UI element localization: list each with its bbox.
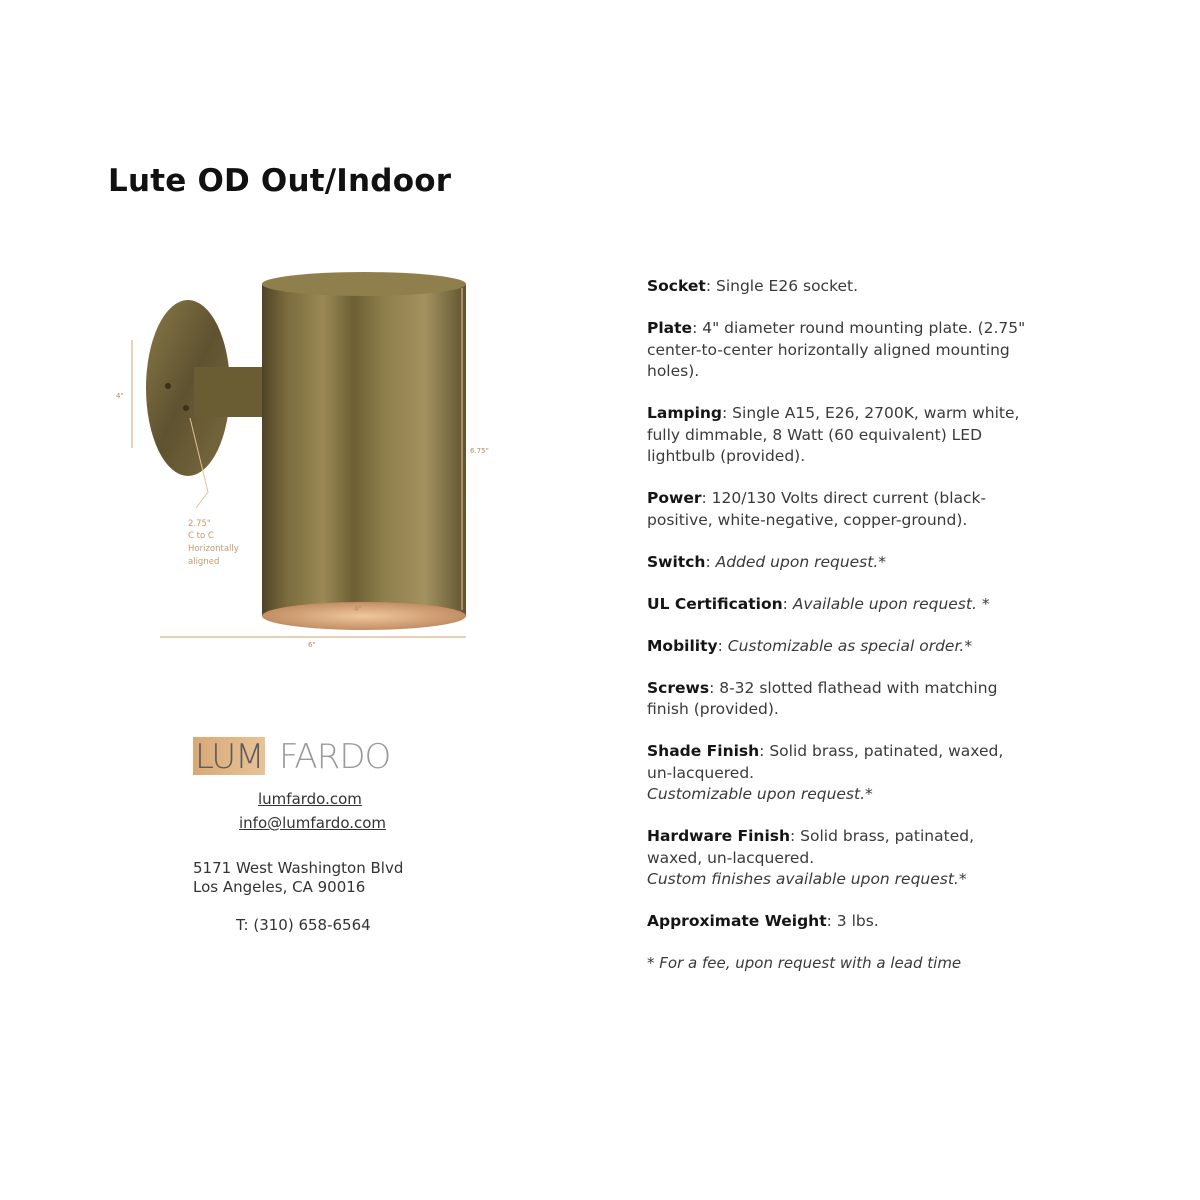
stem [194, 367, 264, 417]
spec-label: UL Certification [647, 594, 783, 613]
spec-text: : 8-32 slotted flathead with matching finish (provided). [647, 678, 998, 718]
plate-note-line: Horizontally [188, 544, 239, 554]
spec-note: Custom finishes available upon request.* [647, 870, 967, 888]
shade-top [262, 272, 466, 296]
dim-label-diameter: 4" [354, 605, 362, 613]
spec-shade-finish [647, 741, 1027, 806]
dim-label-shade-height: 6.75" [470, 447, 489, 455]
shade-opening [262, 602, 466, 630]
email-link[interactable]: info@lumfardo.com [239, 814, 387, 832]
spec-ul-certification [647, 594, 1027, 616]
spec-text: : Single E26 socket. [705, 277, 859, 295]
spec-label: Mobility [647, 636, 718, 655]
plate-hole [165, 383, 171, 389]
spec-weight [647, 911, 1027, 933]
spec-label: Switch [647, 552, 706, 571]
lumfardo-logo [193, 737, 408, 777]
spec-text: : 3 lbs. [826, 912, 879, 930]
spec-socket [647, 276, 1027, 298]
plate-note-line: 2.75" [188, 519, 211, 529]
spec-screws [647, 678, 1027, 721]
spec-switch [647, 552, 1027, 574]
spec-text: : [717, 636, 728, 655]
spec-note: Available upon request. * [792, 594, 990, 613]
spec-label: Screws [647, 678, 710, 697]
spec-text: : Single A15, E26, 2700K, warm white, fully dimmable, 8 Watt (60 equivalent) LED lightbulb (provided). [647, 404, 1020, 465]
spec-lamping [647, 403, 1027, 468]
logo-part-lum: LUM [195, 737, 264, 777]
spec-note: Customizable as special order.* [727, 636, 973, 655]
plate-hole [183, 405, 189, 411]
specifications-list [647, 276, 1027, 975]
dim-label-depth: 6" [308, 641, 316, 649]
spec-text: : Solid brass, patinated, waxed, un-lacquered. [647, 827, 975, 867]
product-illustration [110, 270, 510, 650]
website-link[interactable]: lumfardo.com [258, 790, 362, 808]
spec-label: Hardware Finish [647, 827, 791, 845]
address-line-1: 5171 West Washington Blvd [193, 859, 404, 877]
spec-label: Approximate Weight [647, 912, 827, 930]
plate-note-line: aligned [188, 557, 220, 567]
spec-note: Customizable upon request.* [647, 785, 873, 803]
shade-body [262, 284, 466, 616]
spec-plate [647, 318, 1027, 383]
sconce-drawing [110, 270, 510, 650]
spec-label: Lamping [647, 404, 723, 422]
spec-text: : Solid brass, patinated, waxed, un-lacquered. [647, 742, 1004, 782]
footnote: * For a fee, upon request with a lead time [647, 954, 962, 972]
spec-hardware-finish [647, 826, 1027, 891]
spec-power [647, 488, 1027, 531]
spec-text: : 120/130 Volts direct current (black-positive, white-negative, copper-ground). [647, 489, 987, 529]
spec-text: : [705, 552, 716, 571]
page-title: Lute OD Out/Indoor [108, 163, 452, 199]
spec-text: : [782, 594, 793, 613]
spec-note: Added upon request.* [715, 552, 887, 571]
spec-label: Plate [647, 319, 693, 337]
phone-number: T: (310) 658-6564 [236, 916, 371, 934]
plate-note-line: C to C [188, 531, 214, 541]
dim-label-plate-height: 4" [116, 392, 124, 400]
spec-mobility [647, 636, 1027, 658]
spec-text: : 4" diameter round mounting plate. (2.75" center-to-center horizontally aligned mounting holes). [647, 319, 1026, 380]
spec-label: Socket [647, 277, 706, 295]
spec-label: Power [647, 489, 702, 507]
logo-part-fardo: FARDO [279, 737, 391, 777]
address-line-2: Los Angeles, CA 90016 [193, 878, 366, 896]
spec-label: Shade Finish [647, 742, 760, 760]
